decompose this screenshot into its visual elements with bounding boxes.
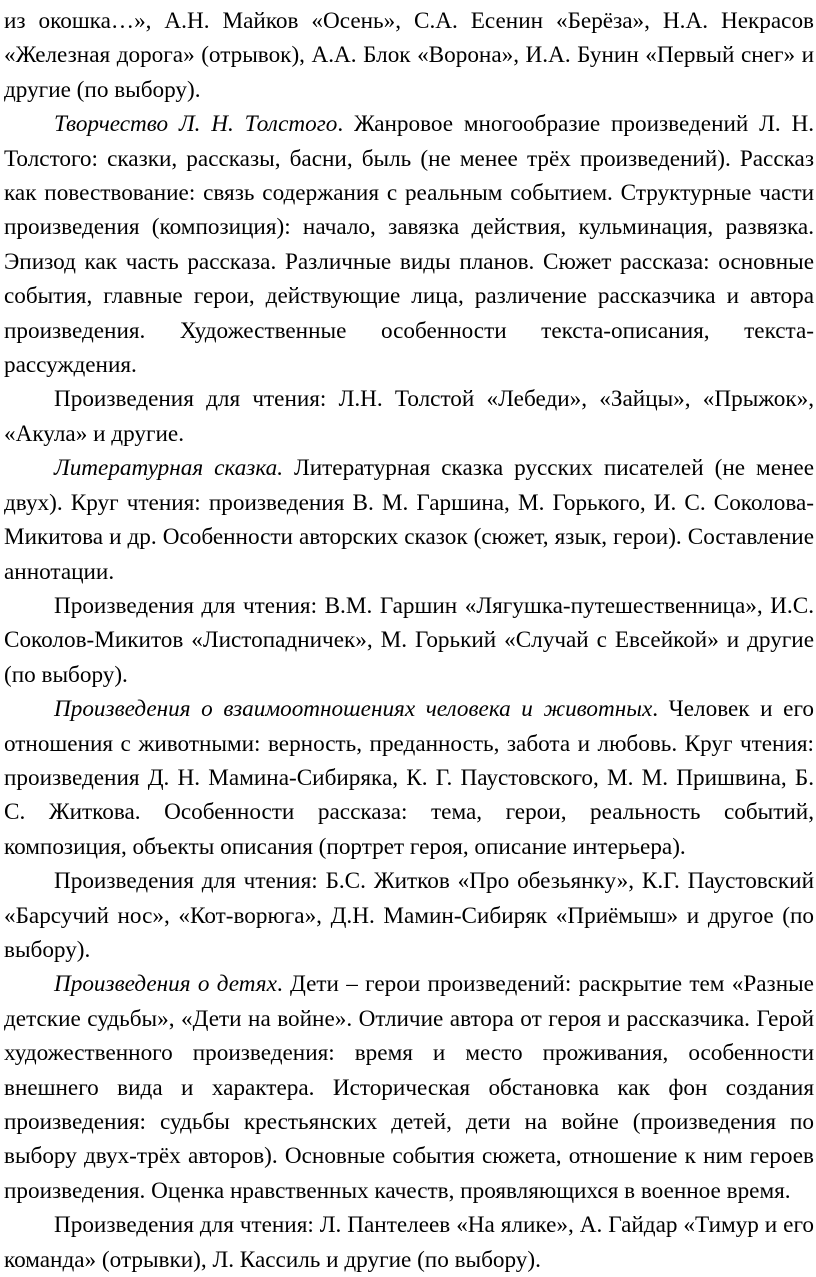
paragraph-animal-reading-list: [4, 864, 814, 967]
paragraph-text: Произведения для чтения: Л.Н. Толстой «Лебеди», «Зайцы», «Прыжок», «Акула» и другие.: [4, 386, 814, 447]
paragraph-text: Литературная сказка русских писателей (не менее двух). Круг чтения: произведения В. М. Гаршина, М. Горького, И. С. Соколова-Микитова и др. Особенности авторских сказок (сюжет, язык, герои). Составление аннотации.: [4, 455, 814, 585]
paragraph-text: из окошка…», А.Н. Майков «Осень», С.А. Есенин «Берёза», Н.А. Некрасов «Железная дорога» (отрывок), А.А. Блок «Ворона», И.А. Бунин «Первый снег» и другие (по выбору).: [4, 8, 814, 103]
paragraph-fairy-tale-reading-list: [4, 589, 814, 692]
paragraph-works-about-children: [4, 967, 814, 1208]
section-heading-children: Произведения о детях: [54, 971, 277, 998]
paragraph-tolstoy-works: [4, 107, 814, 382]
paragraph-tolstoy-reading-list: [4, 382, 814, 451]
paragraph-text: . Человек и его отношения с животными: верность, преданность, забота и любовь. Круг чтения: произведения Д. Н. Мамина-Сибиряка, К. Г. Паустовского, М. М. Пришвина, Б. С. Житкова. Особенности рассказа: тема, герои, реальность событий, композиция, объекты описания (портрет героя, описание интерьера).: [4, 696, 814, 860]
paragraph-text: Произведения для чтения: В.М. Гаршин «Лягушка-путешественница», И.С. Соколов-Микитов «Листопадничек», М. Горький «Случай с Евсейкой» и другие (по выбору).: [4, 592, 814, 688]
paragraph-human-animal-works: [4, 692, 814, 864]
section-heading-human-animal: Произведения о взаимоотношениях человека и животных: [54, 696, 653, 723]
paragraph-poetry-reading-list: [4, 4, 814, 107]
document-page: [4, 4, 814, 1277]
paragraph-text: . Дети – герои произведений: раскрытие тем «Разные детские судьбы», «Дети на войне». Отличие автора от героя и рассказчика. Герой художественного произведения: время и место проживания, особенности внешнего вида и характера. Историческая обстановка как фон создания произведения: судьбы крестьянских детей, дети на войне (произведения по выбору двух-трёх авторов). Основные события сюжета, отношение к ним героев произведения. Оценка нравственных качеств, проявляющихся в военное время.: [4, 971, 814, 1204]
paragraph-text: . Жанровое многообразие произведений Л. Н. Толстого: сказки, рассказы, басни, быль (не менее трёх произведений). Рассказ как повествование: связь содержания с реальным событием. Структурные части произведения (композиция): начало, завязка действия, кульминация, развязка. Эпизод как часть рассказа. Различные виды планов. Сюжет рассказа: основные события, главные герои, действующие лица, различение рассказчика и автора произведения. Художественные особенности текста-описания, текста-рассуждения.: [4, 111, 814, 379]
paragraph-children-reading-list: [4, 1208, 814, 1277]
paragraph-text: Произведения для чтения: Б.С. Житков «Про обезьянку», К.Г. Паустовский «Барсучий нос», «Кот-ворюга», Д.Н. Мамин-Сибиряк «Приёмыш» и другое (по выбору).: [4, 868, 814, 963]
section-heading-tolstoy: Творчество Л. Н. Толстого: [54, 111, 338, 138]
paragraph-text: Произведения для чтения: Л. Пантелеев «На ялике», А. Гайдар «Тимур и его команда» (отрывки), Л. Кассиль и другие (по выбору).: [4, 1212, 814, 1273]
paragraph-literary-fairy-tale: [4, 451, 814, 589]
section-heading-literary-fairy-tale: Литературная сказка.: [54, 455, 284, 482]
